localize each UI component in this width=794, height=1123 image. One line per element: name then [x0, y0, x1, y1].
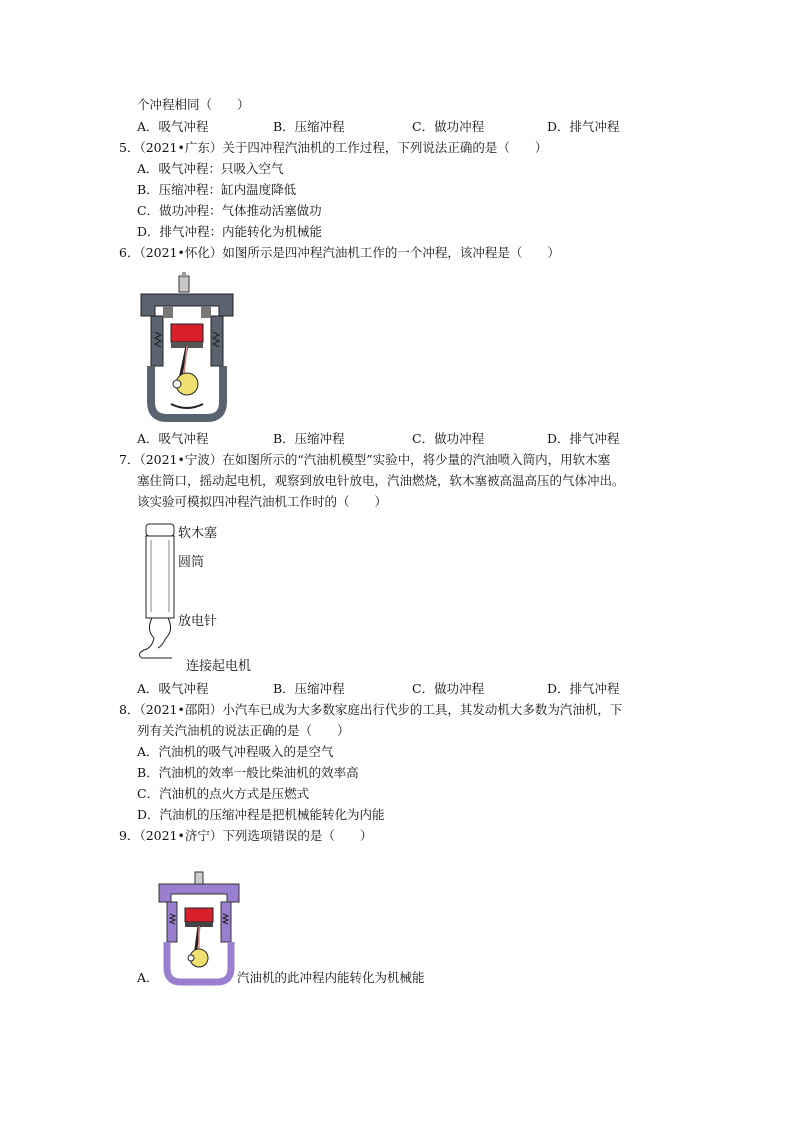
- q5-option-a[interactable]: A．吸气冲程：只吸入空气: [137, 161, 284, 176]
- q7-stem-line-2: 塞住筒口，摇动起电机，观察到放电针放电，汽油燃烧，软木塞被高温高压的气体冲出。: [137, 473, 625, 488]
- q7-stem-line-1: 7．（2021•宁波）在如图所示的“汽油机模型”实验中，将少量的汽油喷入筒内，用软木塞: [119, 452, 611, 467]
- q8-option-a[interactable]: A．汽油机的吸气冲程吸入的是空气: [137, 744, 334, 759]
- q8-option-b[interactable]: B．汽油机的效率一般比柴油机的效率高: [137, 765, 359, 780]
- q4-option-d[interactable]: D．排气冲程: [547, 119, 620, 134]
- q5-option-c[interactable]: C．做功冲程：气体推动活塞做功: [137, 203, 322, 218]
- label-generator: 连接起电机: [186, 659, 252, 674]
- q4-option-b[interactable]: B．压缩冲程: [273, 119, 345, 134]
- q6-options: [137, 431, 657, 447]
- q6-option-d[interactable]: D．排气冲程: [547, 431, 620, 446]
- q4-option-c[interactable]: C．做功冲程: [412, 119, 485, 134]
- q6-stem: 6．（2021•怀化）如图所示是四冲程汽油机工作的一个冲程，该冲程是（ ）: [119, 245, 560, 260]
- cylinder-experiment-diagram: [132, 520, 192, 670]
- q6-option-a[interactable]: A．吸气冲程: [137, 431, 209, 446]
- label-cork: 软木塞: [178, 526, 218, 541]
- engine-diagram-2: [157, 870, 241, 986]
- q4-options: [137, 119, 657, 135]
- q9-option-a-prefix[interactable]: A．: [137, 970, 159, 985]
- q7-option-c[interactable]: C．做功冲程: [412, 681, 485, 696]
- q6-option-b[interactable]: B．压缩冲程: [273, 431, 345, 446]
- label-discharge-needle: 放电针: [178, 614, 218, 629]
- q5-option-b[interactable]: B．压缩冲程：缸内温度降低: [137, 182, 297, 197]
- q5-stem: 5．（2021•广东）关于四冲程汽油机的工作过程，下列说法正确的是（ ）: [119, 140, 548, 155]
- q8-option-c[interactable]: C．汽油机的点火方式是压燃式: [137, 786, 310, 801]
- q8-stem-line-2: 列有关汽油机的说法正确的是（ ）: [137, 723, 350, 738]
- label-cylinder: 圆筒: [178, 555, 205, 570]
- q4-tail: 个冲程相同（ ）: [137, 97, 250, 112]
- q8-stem-line-1: 8．（2021•邵阳）小汽车已成为大多数家庭出行代步的工具，其发动机大多数为汽油机，下: [119, 702, 623, 717]
- q7-option-b[interactable]: B．压缩冲程: [273, 681, 345, 696]
- q8-option-d[interactable]: D．汽油机的压缩冲程是把机械能转化为内能: [137, 807, 385, 822]
- q7-stem-line-3: 该实验可模拟四冲程汽油机工作时的（ ）: [137, 494, 388, 509]
- q4-option-a[interactable]: A．吸气冲程: [137, 119, 209, 134]
- q7-option-d[interactable]: D．排气冲程: [547, 681, 620, 696]
- q9-stem: 9．（2021•济宁）下列选项错误的是（ ）: [119, 828, 373, 843]
- q5-option-d[interactable]: D．排气冲程：内能转化为机械能: [137, 224, 323, 239]
- engine-diagram-1: [137, 272, 237, 422]
- q7-option-a[interactable]: A．吸气冲程: [137, 681, 209, 696]
- q6-option-c[interactable]: C．做功冲程: [412, 431, 485, 446]
- q7-options: [137, 681, 657, 697]
- q9-option-a-text: 汽油机的此冲程内能转化为机械能: [237, 970, 425, 985]
